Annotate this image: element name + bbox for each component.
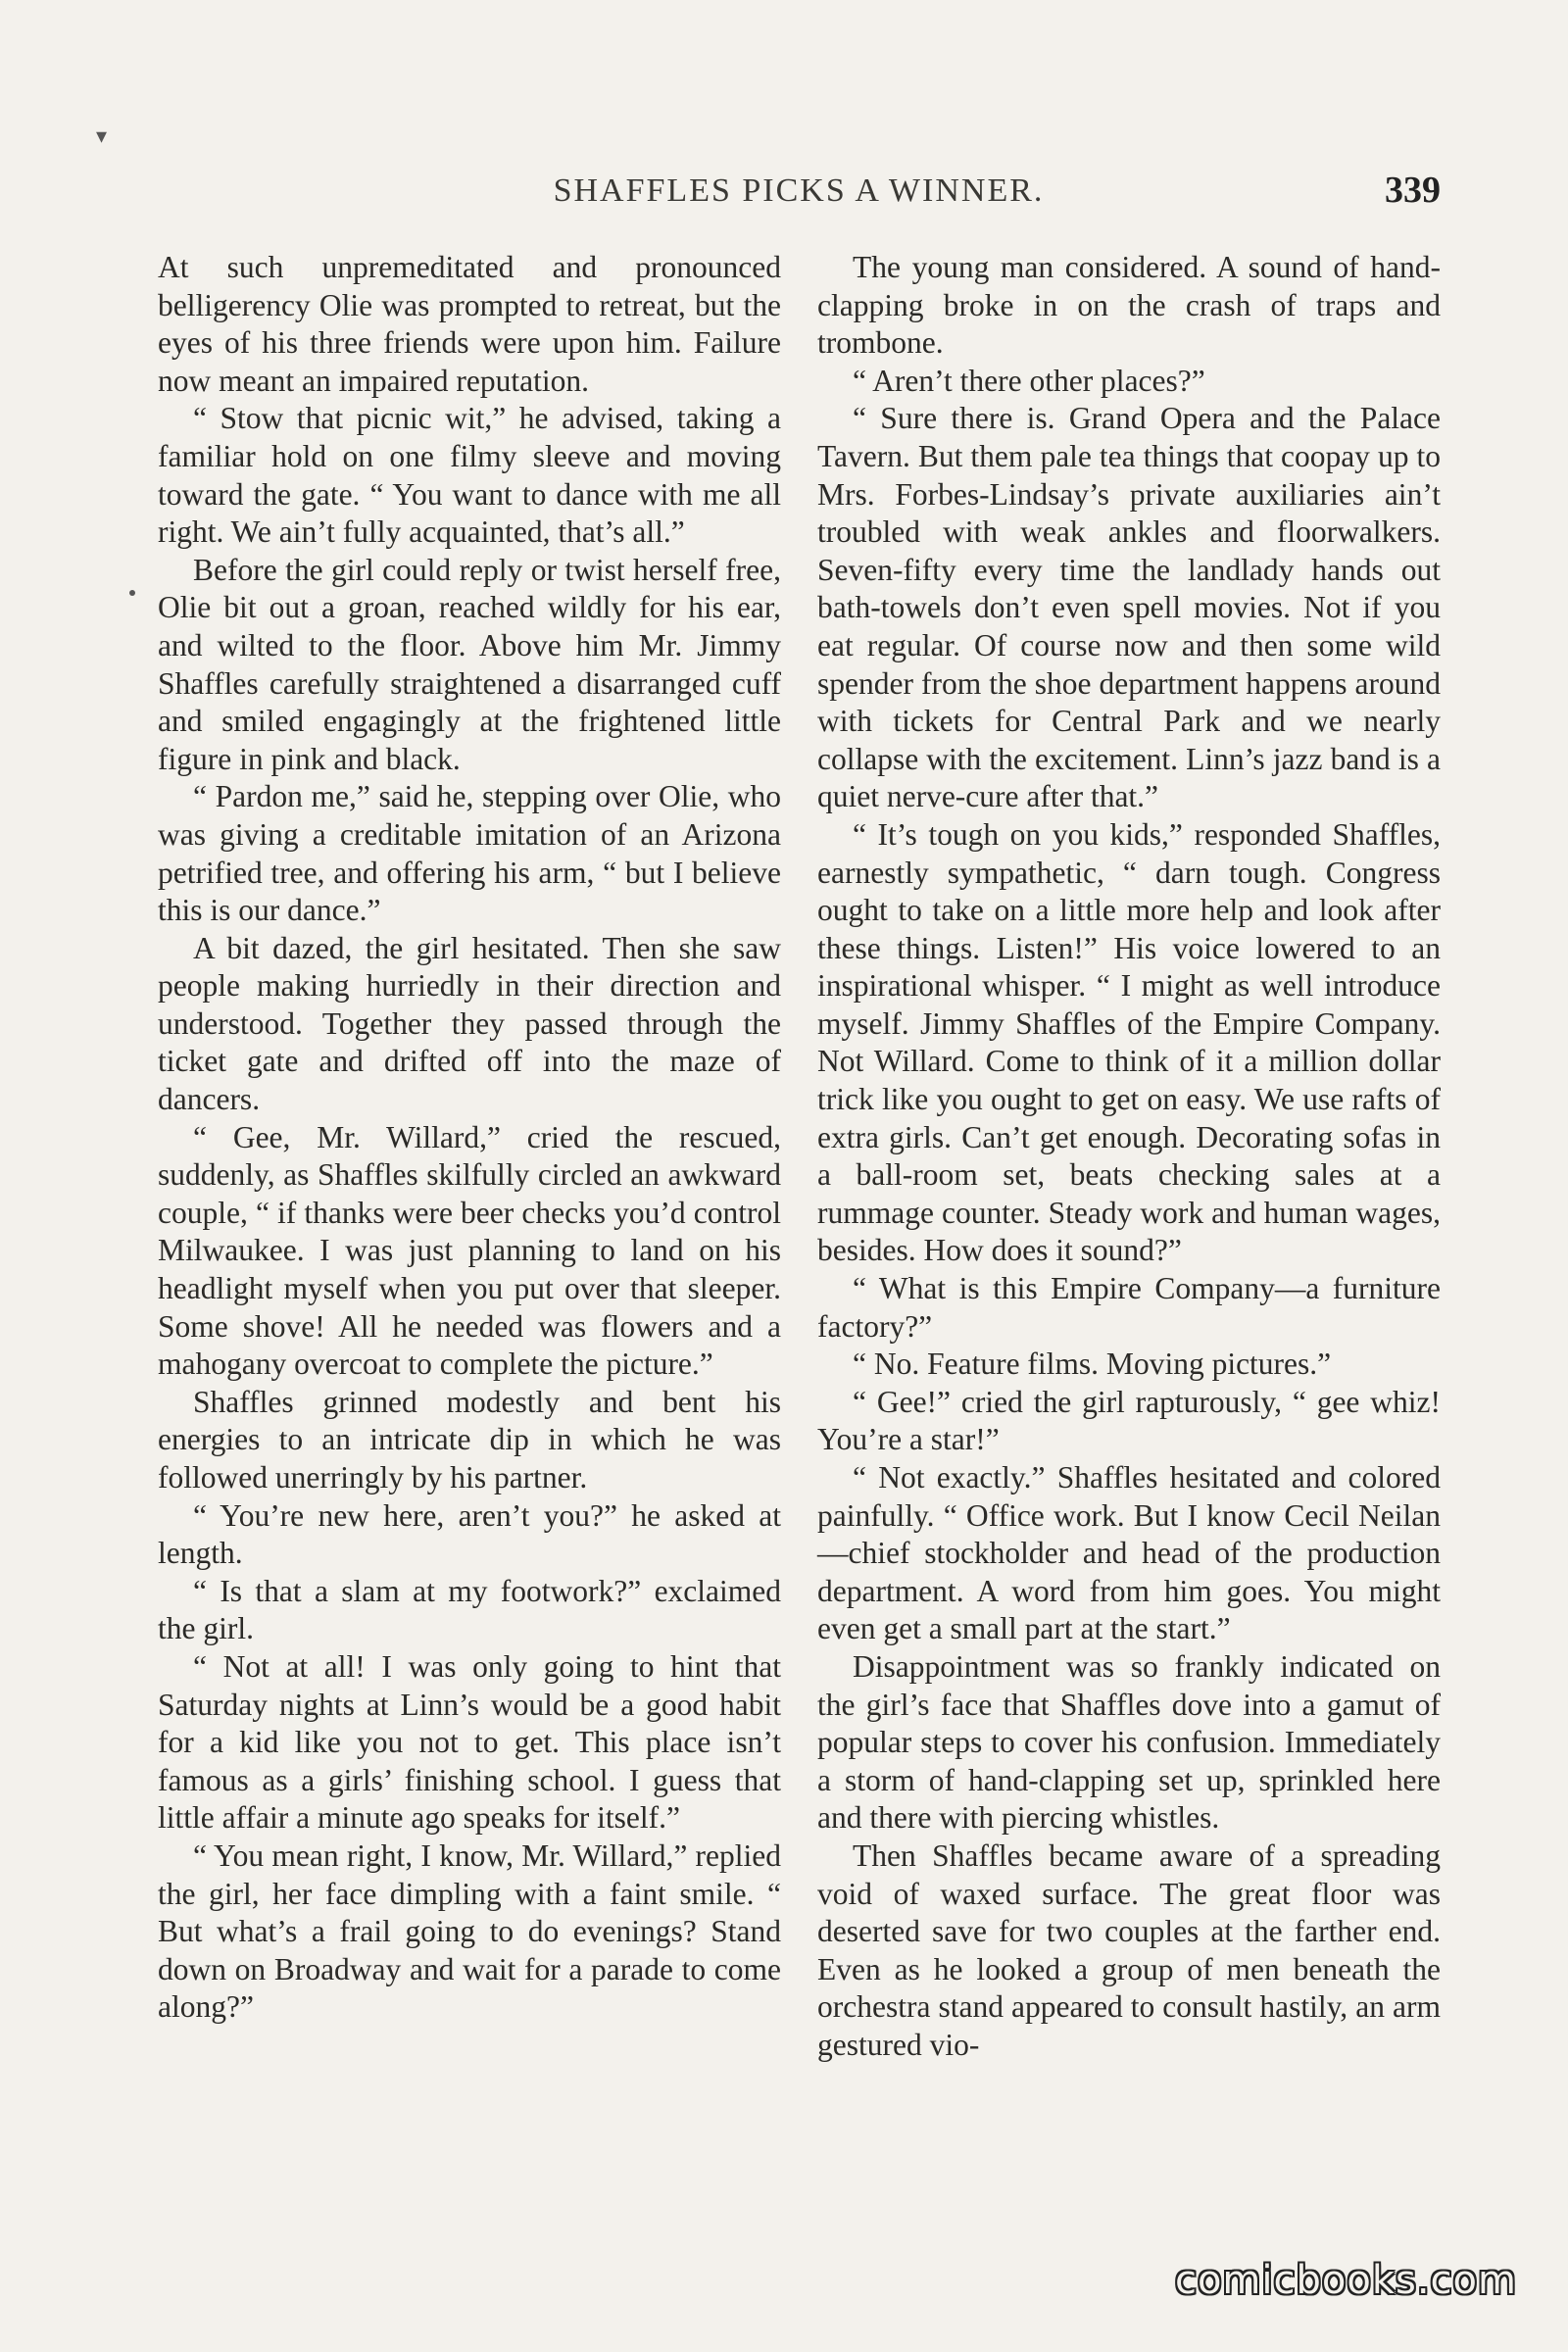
print-speck	[129, 590, 135, 596]
print-speck: ▾	[96, 123, 108, 148]
paragraph: Shaffles grinned modestly and bent his energies to an intricate dip in which he was followed unerringly by his partner.	[158, 1384, 781, 1494]
paragraph: “ Not at all! I was only going to hint that Saturday nights at Linn’s would be a good habit for a kid like you not to get. This place isn’t famous as a girls’ finishing school. I guess that little affair a minute ago speaks for itself.”	[158, 1648, 781, 1836]
paragraph: “ What is this Empire Company—a furniture factory?”	[817, 1271, 1441, 1344]
paragraph: “ It’s tough on you kids,” responded Shaffles, earnestly sympathetic, “ darn tough. Congress ought to take on a little more help and look after these things. Listen!” His voice lowered to an inspirational whisper. “ I might as well introduce myself. Jimmy Shaffles of the Empire Company. Not Willard. Come to think of it a million dollar trick like you ought to get on easy. We use rafts of extra girls. Can’t get enough. Decorating sofas in a ball-room set, beats checking sales at a rummage counter. Steady work and human wages, besides. How does it sound?”	[817, 816, 1441, 1268]
right-column	[817, 249, 1441, 2065]
paragraph: “ Gee, Mr. Willard,” cried the rescued, suddenly, as Shaffles skilfully circled an awkward couple, “ if thanks were beer checks you’d control Milwaukee. I was just planning to land on his headlight myself when you put over that sleeper. Some shove! All he needed was flowers and a mahogany overcoat to complete the picture.”	[158, 1119, 781, 1382]
running-header	[157, 172, 1441, 221]
paragraph: “ You’re new here, aren’t you?” he asked at length.	[158, 1497, 781, 1571]
paragraph: Disappointment was so frankly indicated on the girl’s face that Shaffles dove into a gamut of popular steps to cover his confusion. Immediately a storm of hand-clapping set up, sprinkled here and there with piercing whistles.	[817, 1648, 1441, 1836]
paragraph: “ Pardon me,” said he, stepping over Olie, who was giving a creditable imitation of an Arizona petrified tree, and offering his arm, “ but I believe this is our dance.”	[158, 779, 781, 928]
paragraph: “ Gee!” cried the girl rapturously, “ gee whiz! You’re a star!”	[817, 1384, 1441, 1457]
paragraph: Then Shaffles became aware of a spreading void of waxed surface. The great floor was deserted save for two couples at the farther end. Even as he looked a group of men beneath the orchestra stand appeared to consult hastily, an arm gestured vio-	[817, 1838, 1441, 2062]
watermark: comicbooks.com	[1174, 2258, 1517, 2303]
paragraph: A bit dazed, the girl hesitated. Then she saw people making hurriedly in their direction and understood. Together they passed through the ticket gate and drifted off into the maze of dancers.	[158, 930, 781, 1117]
left-column	[158, 249, 781, 2027]
paragraph: “ Not exactly.” Shaffles hesitated and colored painfully. “ Office work. But I know Cecil Neilan—chief stockholder and head of the production department. A word from him goes. You might even get a small part at the start.”	[817, 1460, 1441, 1646]
running-title: SHAFFLES PICKS A WINNER.	[553, 172, 1045, 209]
paragraph: Before the girl could reply or twist herself free, Olie bit out a groan, reached wildly for his ear, and wilted to the floor. Above him Mr. Jimmy Shaffles carefully straightened a disarranged cuff and smiled engagingly at the frightened little figure in pink and black.	[158, 552, 781, 776]
paragraph: “ Sure there is. Grand Opera and the Palace Tavern. But them pale tea things that coopay up to Mrs. Forbes-Lindsay’s private auxiliaries ain’t troubled with weak ankles and floorwalkers. Seven-fifty every time the landlady hands out bath-towels don’t even spell movies. Not if you eat regular. Of course now and then some wild spender from the shoe department happens around with tickets for Central Park and we nearly collapse with the excitement. Linn’s jazz band is a quiet nerve-cure after that.”	[817, 401, 1441, 814]
paragraph: “ Aren’t there other places?”	[853, 363, 1205, 398]
paragraph: “ You mean right, I know, Mr. Willard,” replied the girl, her face dimpling with a faint smile. “ But what’s a frail going to do evenings? Stand down on Broadway and wait for a parade to come along?”	[158, 1838, 781, 2025]
paragraph: “ No. Feature films. Moving pictures.”	[853, 1347, 1332, 1382]
paragraph: At such unpremeditated and pronounced belligerency Olie was prompted to retreat, but the eyes of his three friends were upon him. Failure now meant an impaired reputation.	[158, 250, 781, 398]
page-number: 339	[1385, 170, 1441, 211]
paragraph: “ Stow that picnic wit,” he advised, taking a familiar hold on one filmy sleeve and moving toward the gate. “ You want to dance with me all right. We ain’t fully acquainted, that’s all.”	[158, 401, 781, 550]
paragraph: “ Is that a slam at my footwork?” exclaimed the girl.	[158, 1573, 781, 1646]
paragraph: The young man considered. A sound of hand-clapping broke in on the crash of traps and trombone.	[817, 250, 1441, 361]
